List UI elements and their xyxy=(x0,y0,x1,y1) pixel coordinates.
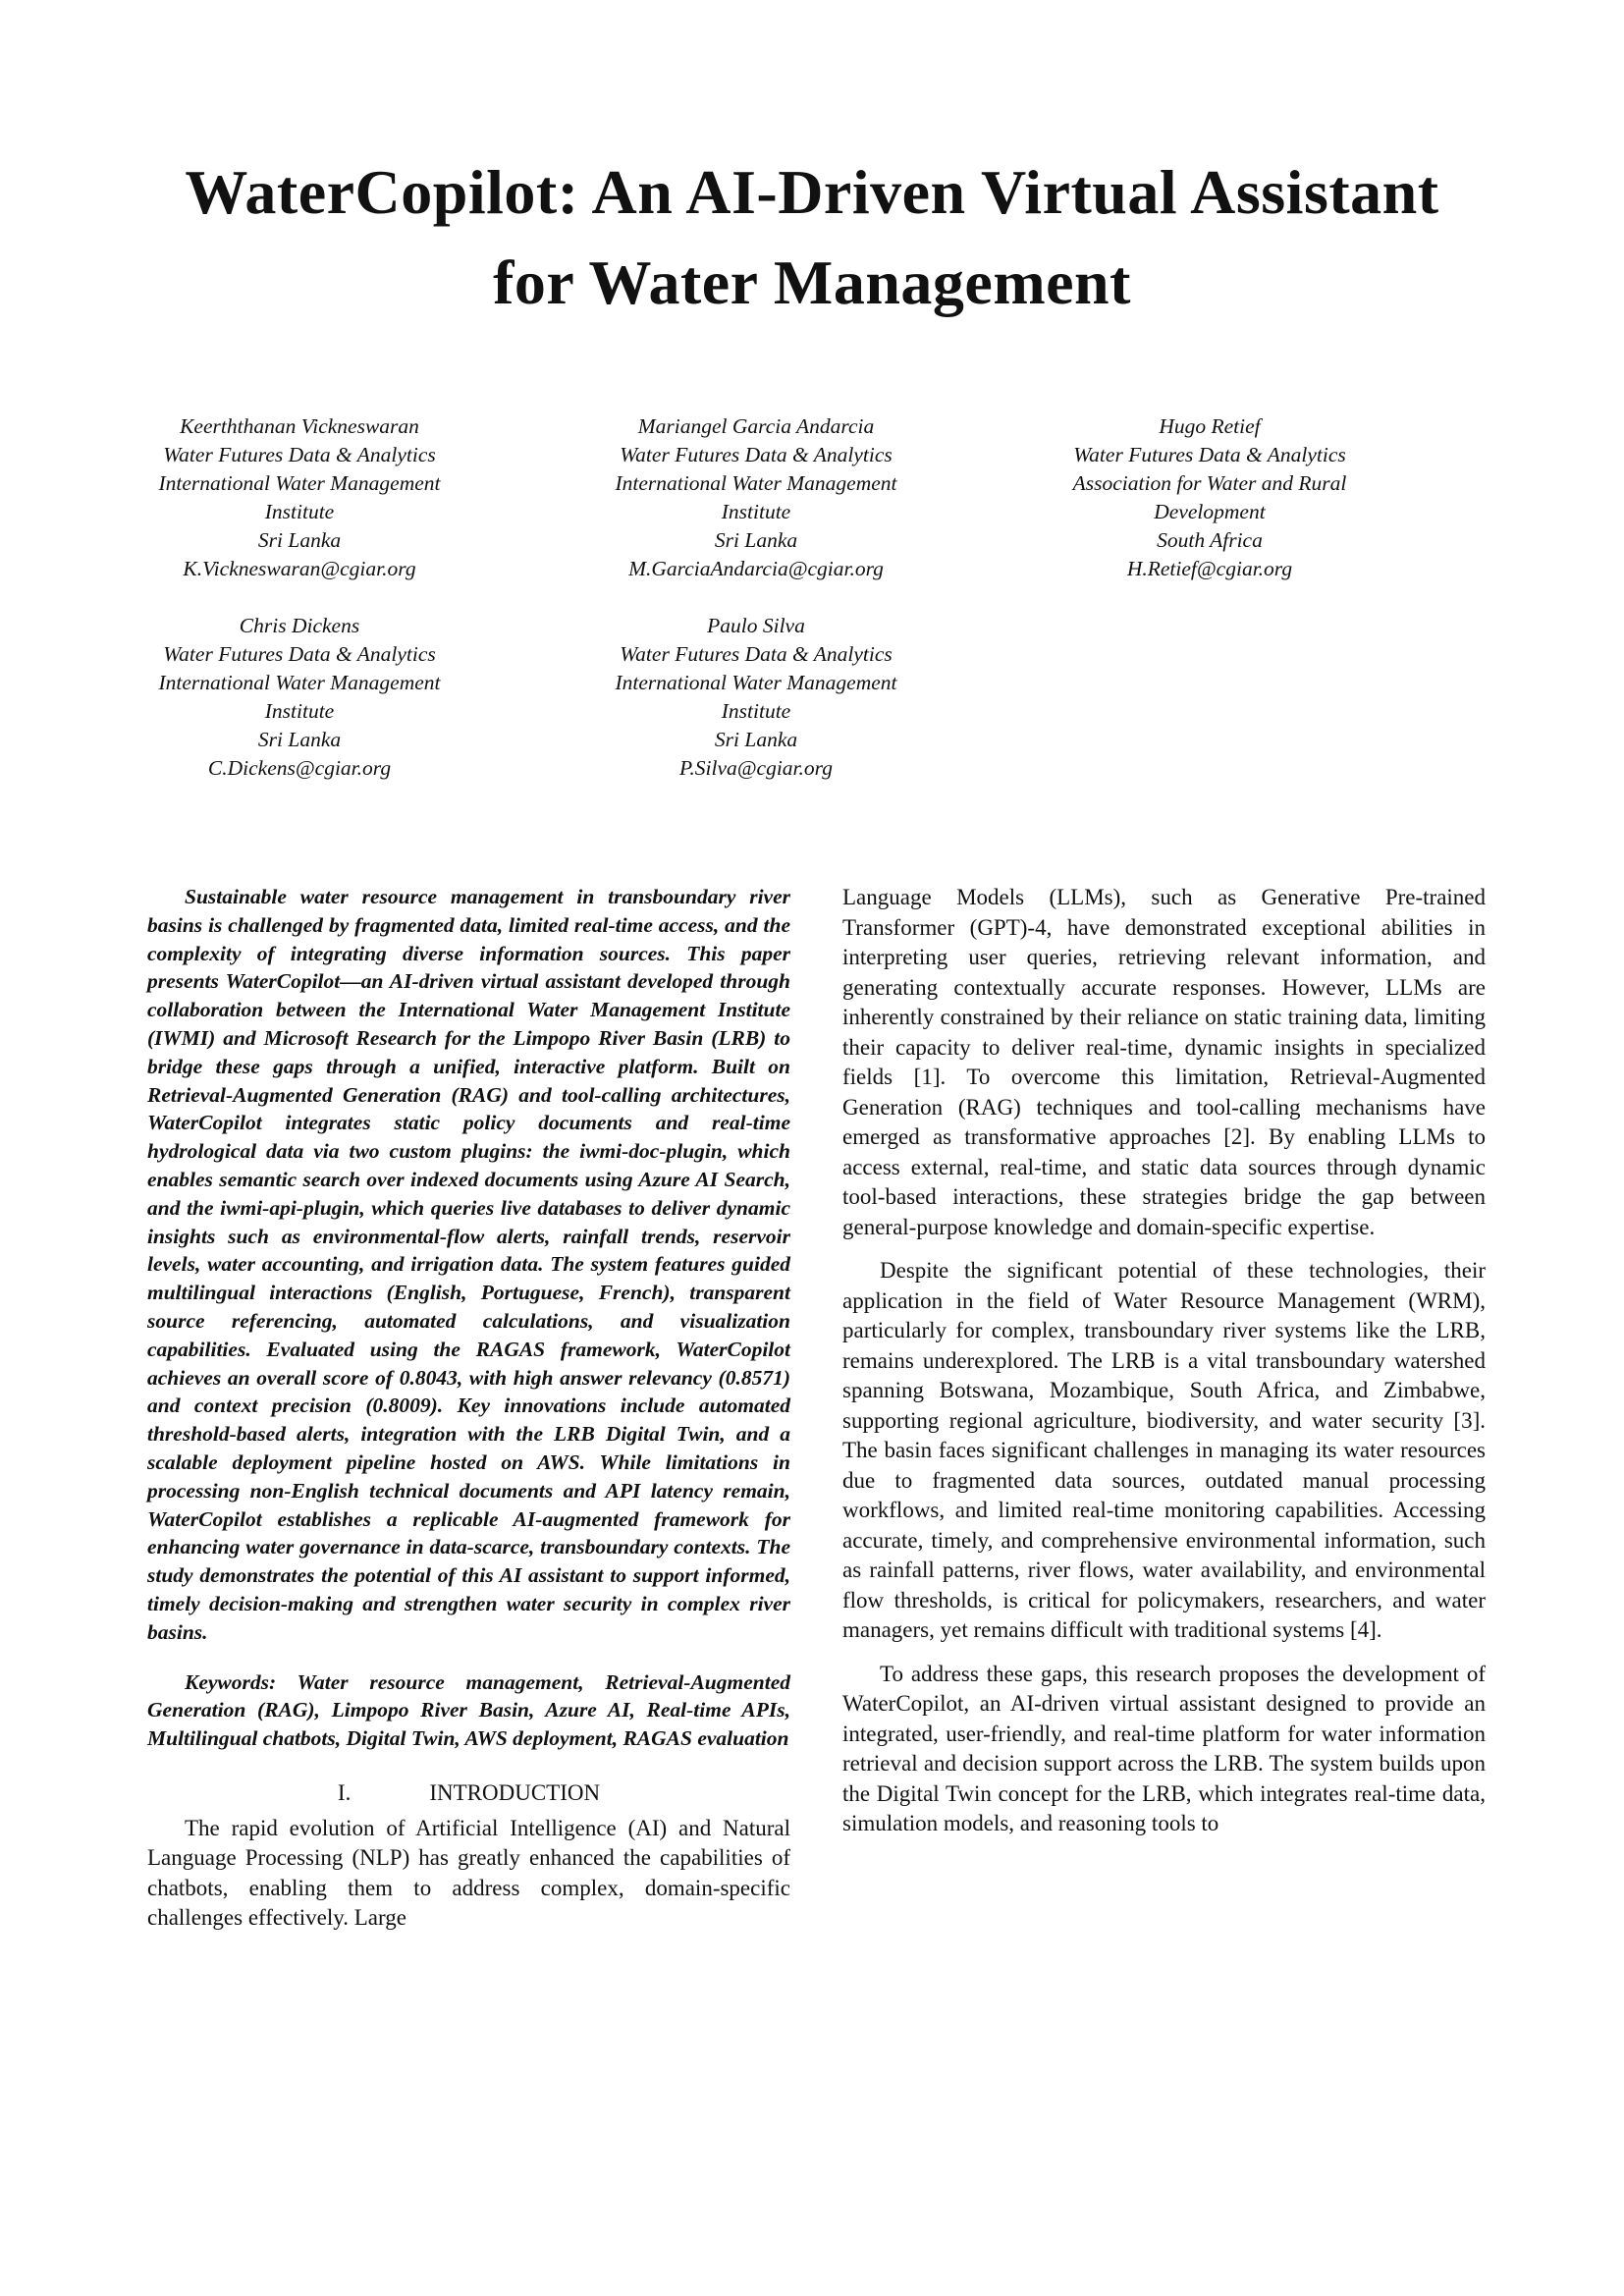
keywords: Keywords: Water resource management, Retrieval-Augmented Generation (RAG), Limpopo River Basin, Azure AI, Real-time APIs, Multilingual chatbots, Digital Twin, AWS deployment, RAGAS evaluation xyxy=(147,1669,790,1751)
author-affiliation: International Water Management xyxy=(158,671,441,694)
paper-title-line-1: WaterCopilot: An AI-Driven Virtual Assistant xyxy=(185,157,1439,227)
author-affiliation: Institute xyxy=(721,500,791,523)
author-affiliation: International Water Management xyxy=(615,671,897,694)
author-email[interactable]: K.Vickneswaran@cgiar.org xyxy=(183,557,416,580)
abstract: Sustainable water resource management in transboundary river basins is challenged by fragmented data, limited real-time access, and the complexity of integrating diverse information sources. This paper presents WaterCopilot—an AI-driven virtual assistant developed through collaboration between the International Water Management Institute (IWMI) and Microsoft Research for the Limpopo River Basin (LRB) to bridge these gaps through a unified, interactive platform. Built on Retrieval-Augmented Generation (RAG) and tool-calling architectures, WaterCopilot integrates static policy documents and real-time hydrological data via two custom plugins: the iwmi-doc-plugin, which enables semantic search over indexed documents using Azure AI Search, and the iwmi-api-plugin, which queries live databases to deliver dynamic insights such as environmental-flow alerts, rainfall trends, reservoir levels, water accounting, and irrigation data. The system features guided multilingual interactions (English, Portuguese, French), transparent source referencing, automated calculations, and visualization capabilities. Evaluated using the RAGAS framework, WaterCopilot achieves an overall score of 0.8043, with high answer relevancy (0.8571) and context precision (0.8009). Key innovations include automated threshold-based alerts, integration with the LRB Digital Twin, and a scalable deployment pipeline hosted on AWS. While limitations in processing non-English technical documents and API latency remain, WaterCopilot establishes a replicable AI-augmented framework for enhancing water governance in data-scarce, transboundary contexts. The study demonstrates the potential of this AI assistant to support informed, timely decision-making and strengthen water security in complex river basins. xyxy=(147,885,790,1644)
author-card xyxy=(550,612,962,783)
author-affiliation: Water Futures Data & Analytics xyxy=(163,443,436,466)
section-heading xyxy=(147,1778,790,1808)
author-affiliation: Association for Water and Rural xyxy=(1072,471,1347,495)
paper-title xyxy=(118,147,1506,328)
author-name: Mariangel Garcia Andarcia xyxy=(637,414,875,438)
right-column xyxy=(842,883,1486,1839)
author-name: Paulo Silva xyxy=(707,614,805,637)
author-affiliation: Institute xyxy=(264,500,335,523)
author-name: Hugo Retief xyxy=(1159,414,1261,438)
author-affiliation: Institute xyxy=(721,699,791,723)
author-affiliation: Water Futures Data & Analytics xyxy=(620,443,893,466)
intro-paragraph: Despite the significant potential of these technologies, their application in the field of Water Resource Management (WRM), particularly for complex, transboundary river systems like the LRB, remains underexplored. The LRB is a vital transboundary watershed spanning Botswana, Mozambique, South Africa, and Zimbabwe, supporting regional agriculture, biodiversity, and water security [3]. The basin faces significant challenges in managing its water resources due to fragmented data sources, outdated manual processing workflows, and limited real-time monitoring capabilities. Accessing accurate, timely, and comprehensive environmental information, such as rainfall patterns, river flows, water availability, and environmental flow thresholds, is critical for policymakers, researchers, and water managers, yet remains difficult with traditional systems [4]. xyxy=(842,1258,1486,1642)
author-card xyxy=(93,612,506,783)
author-affiliation: Development xyxy=(1154,500,1266,523)
author-name: Keerththanan Vickneswaran xyxy=(180,414,419,438)
paper-title-line-2: for Water Management xyxy=(493,247,1131,317)
author-country: Sri Lanka xyxy=(257,728,342,751)
author-affiliation: Water Futures Data & Analytics xyxy=(620,642,893,666)
author-affiliation: Water Futures Data & Analytics xyxy=(163,642,436,666)
author-country: South Africa xyxy=(1157,528,1263,552)
author-email[interactable]: C.Dickens@cgiar.org xyxy=(207,756,392,780)
author-email[interactable]: M.GarciaAndarcia@cgiar.org xyxy=(628,557,884,580)
author-name: Chris Dickens xyxy=(239,614,360,637)
author-affiliation: Institute xyxy=(264,699,335,723)
left-column xyxy=(147,883,790,1934)
author-affiliation: International Water Management xyxy=(615,471,897,495)
author-card xyxy=(550,412,962,583)
author-email[interactable]: P.Silva@cgiar.org xyxy=(679,756,833,780)
intro-paragraph: The rapid evolution of Artificial Intelligence (AI) and Natural Language Processing (NLP) has greatly enhanced the capabilities of chatbots, enabling them to address complex, domain-specific challenges effectively. Large xyxy=(147,1815,790,1931)
author-affiliation: International Water Management xyxy=(158,471,441,495)
author-country: Sri Lanka xyxy=(257,528,342,552)
author-affiliation: Water Futures Data & Analytics xyxy=(1073,443,1346,466)
author-card xyxy=(1003,412,1416,583)
section-title: INTRODUCTION xyxy=(429,1779,601,1805)
intro-paragraph: To address these gaps, this research proposes the development of WaterCopilot, an AI-driven virtual assistant designed to provide an integrated, user-friendly, and real-time platform for water information retrieval and decision support across the LRB. The system builds upon the Digital Twin concept for the LRB, which integrates real-time data, simulation models, and reasoning tools to xyxy=(842,1661,1486,1835)
author-country: Sri Lanka xyxy=(714,528,798,552)
intro-paragraph: Language Models (LLMs), such as Generative Pre-trained Transformer (GPT)-4, have demonstrated exceptional abilities in interpreting user queries, retrieving relevant information, and generating contextually accurate responses. However, LLMs are inherently constrained by their reliance on static training data, limiting their capacity to deliver real-time, dynamic insights in specialized fields [1]. To overcome this limitation, Retrieval-Augmented Generation (RAG) techniques and tool-calling mechanisms have emerged as transformative approaches [2]. By enabling LLMs to access external, real-time, and static data sources through dynamic tool-based interactions, these strategies bridge the gap between general-purpose knowledge and domain-specific expertise. xyxy=(842,885,1486,1239)
section-number: I. xyxy=(337,1779,352,1805)
author-card xyxy=(93,412,506,583)
author-email[interactable]: H.Retief@cgiar.org xyxy=(1126,557,1293,580)
author-country: Sri Lanka xyxy=(714,728,798,751)
